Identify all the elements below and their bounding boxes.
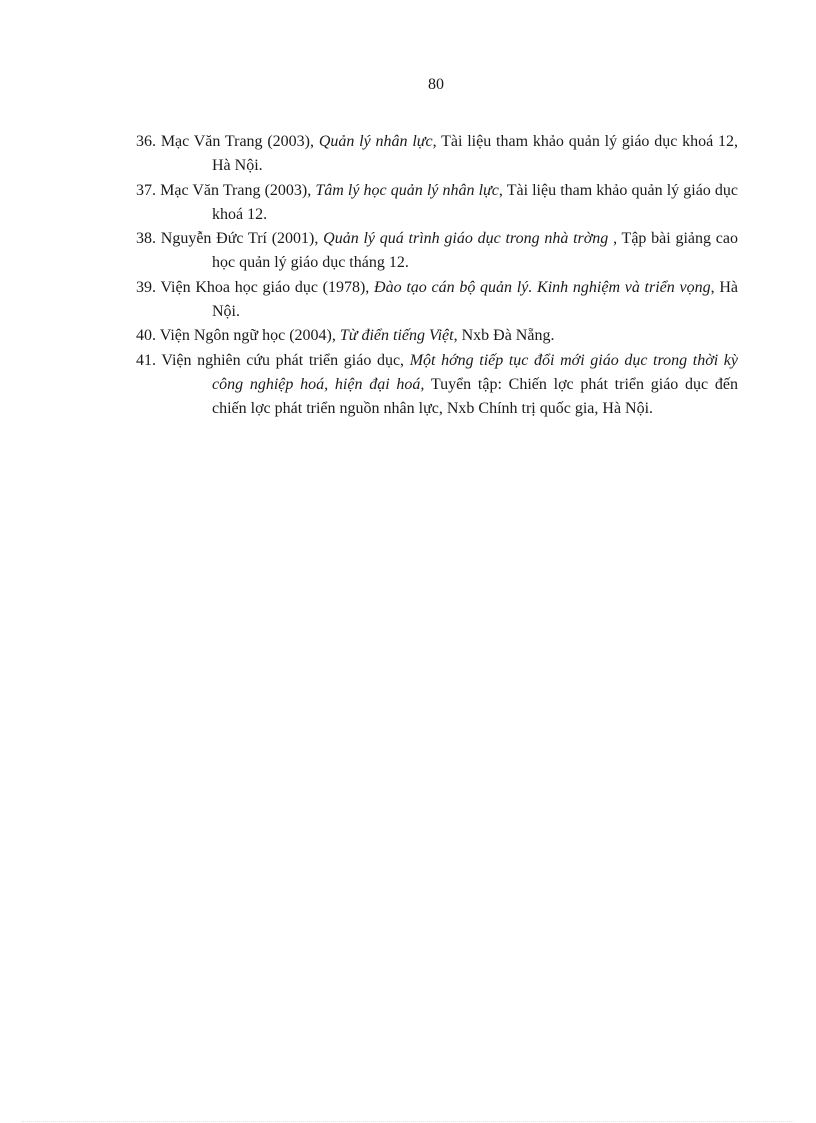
page-bottom-rule: [22, 1121, 794, 1122]
reference-item: [136, 179, 738, 228]
reference-details: , Tài liệu tham khảo quản lý giáo dục khoá 12.: [212, 181, 739, 223]
reference-number: 38.: [136, 230, 156, 248]
reference-list: [136, 130, 738, 422]
reference-number: 37.: [136, 181, 156, 199]
reference-author-year: Mạc Văn Trang (2003),: [160, 133, 319, 150]
reference-title: Quản lý nhân lực: [318, 133, 433, 150]
reference-author-year: Viện Ngôn ngữ học (2004),: [159, 327, 340, 345]
page-number: 80: [428, 76, 444, 93]
reference-title: Một hớng tiếp tục đổi mới giáo dục trong thời kỳ công nghiệp hoá, hiện đại hoá,: [212, 351, 739, 393]
reference-author-year: Nguyễn Đức Trí (2001),: [160, 230, 324, 248]
reference-title: Quản lý quá trình giáo dục trong nhà trờng: [323, 230, 609, 248]
reference-number: 41.: [136, 351, 156, 369]
reference-details: , Tài liệu tham khảo quản lý giáo dục khoá 12, Hà Nội.: [212, 133, 739, 175]
reference-number: 40.: [136, 327, 156, 345]
reference-title: Đào tạo cán bộ quản lý. Kinh nghiệm và triển vọng: [374, 278, 711, 296]
reference-details: , Tập bài giảng cao học quản lý giáo dục tháng 12.: [212, 230, 739, 272]
reference-number: 39.: [136, 278, 156, 296]
reference-title: Tâm lý học quản lý nhân lực: [315, 181, 499, 199]
reference-title: Từ điển tiếng Việt: [339, 327, 454, 345]
reference-item: [136, 324, 738, 348]
reference-author-year: Mạc Văn Trang (2003),: [160, 181, 316, 199]
reference-author-year: Viện nghiên cứu phát triển giáo dục,: [161, 351, 410, 369]
reference-details: Tuyển tập: Chiến lợc phát triển giáo dục đến chiến lợc phát triển nguồn nhân lực, Nxb Chính trị quốc gia, Hà Nội.: [212, 375, 738, 418]
reference-details: , Nxb Đà Nẵng.: [453, 327, 555, 345]
reference-details: , Hà Nội.: [212, 278, 739, 321]
reference-item: [136, 227, 738, 276]
reference-item: [136, 130, 738, 179]
reference-number: 36.: [136, 133, 156, 150]
reference-author-year: Viện Khoa học giáo dục (1978),: [160, 278, 375, 296]
reference-item: [136, 276, 738, 325]
reference-item: [136, 349, 738, 422]
